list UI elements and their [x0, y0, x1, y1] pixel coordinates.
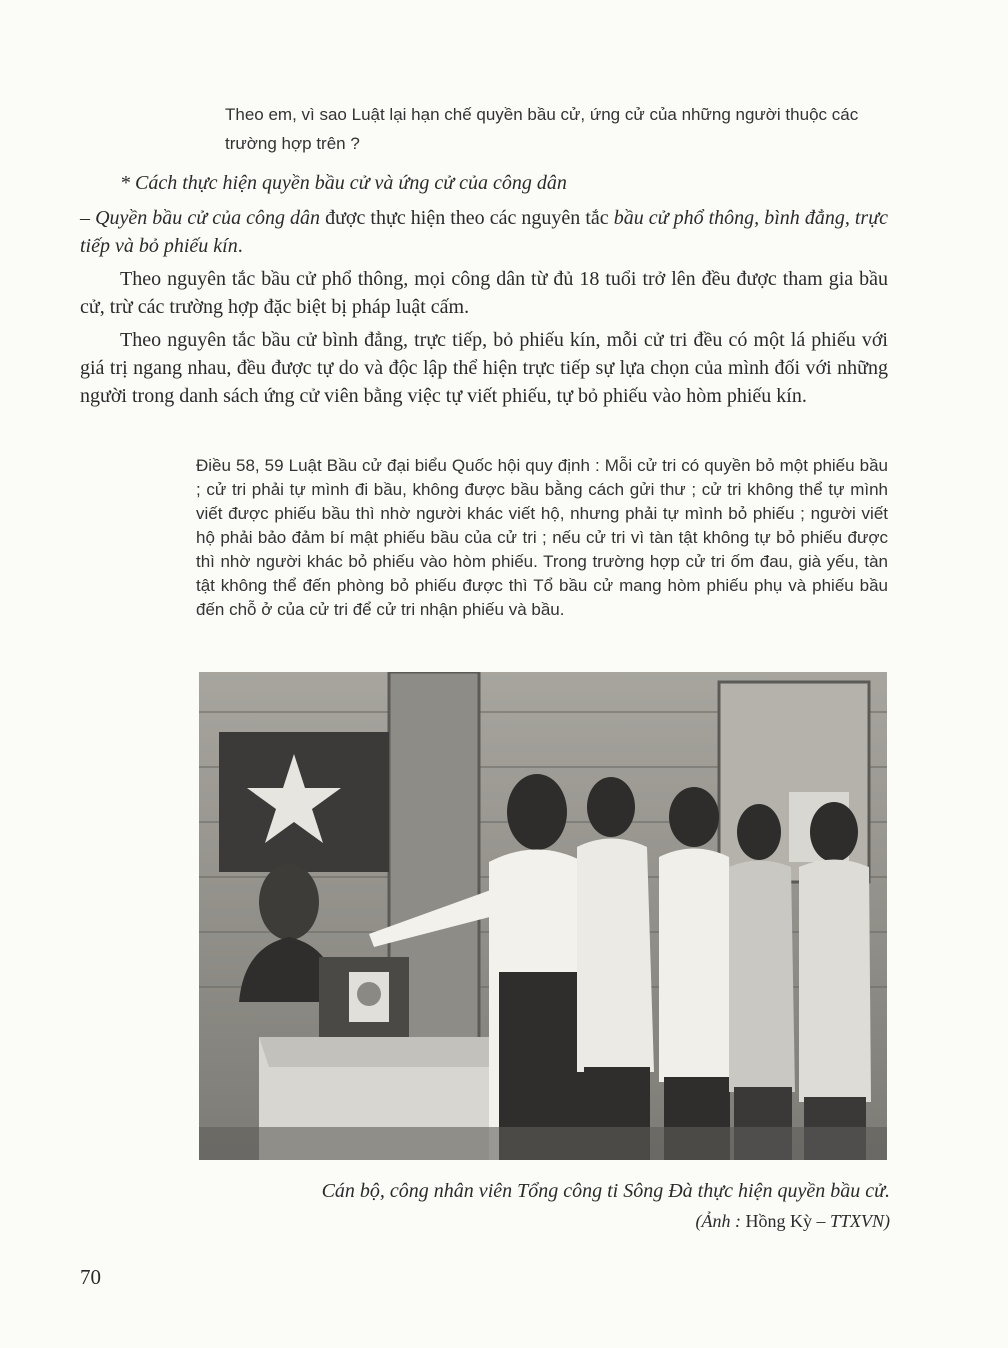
credit-agency: TTXVN [829, 1211, 884, 1231]
credit-close: ) [884, 1211, 890, 1231]
paragraph-voting-principles [80, 204, 888, 260]
voting-photo [199, 672, 887, 1160]
paragraph-middle: được thực hiện theo các nguyên tắc [320, 207, 614, 229]
question-text: Theo em, vì sao Luật lại hạn chế quyền bầu cử, ứng cử của những người thuộc các trường hợp trên ? [225, 105, 859, 153]
photo-caption: Cán bộ, công nhân viên Tổng công ti Sông Đà thực hiện quyền bầu cử. [321, 1180, 890, 1202]
section-heading: * Cách thực hiện quyền bầu cử và ứng cử của công dân [120, 172, 567, 194]
credit-label: Ảnh : [701, 1211, 741, 1231]
discussion-question [225, 100, 887, 158]
paragraph-universal-suffrage [80, 265, 888, 321]
photo-credit [100, 1207, 890, 1235]
voting-principles-term: bầu cử phổ thông, bình đẳng, trực tiếp và bỏ phiếu kín [80, 207, 888, 257]
law-article-quote: Điều 58, 59 Luật Bầu cử đại biểu Quốc hội quy định : Mỗi cử tri có quyền bỏ một phiếu bầu ; cử tri phải tự mình đi bầu, không được bầu bằng cách gửi thư ; cử tri không thể tự mình viết được phiếu bầu thì nhờ người khác viết hộ, nhưng phải tự mình bỏ phiếu ; người viết hộ phải bảo đảm bí mật phiếu bầu của cử tri ; nếu cử tri vì tàn tật không tự bỏ phiếu được thì nhờ người khác bỏ phiếu vào hòm phiếu. Trong trường hợp cử tri ốm đau, già yếu, tàn tật không thể đến phòng bỏ phiếu được thì Tổ bầu cử mang hòm phiếu phụ và phiếu bầu đến chỗ ở của cử tri để cử tri nhận phiếu và bầu. [196, 456, 888, 619]
paragraph-end: . [237, 235, 243, 257]
voting-photo-illustration [199, 672, 887, 1160]
credit-open: ( [695, 1211, 702, 1231]
page-number: 70 [80, 1265, 101, 1289]
voting-right-term: Quyền bầu cử của công dân [95, 207, 321, 229]
paragraph-universal-text: Theo nguyên tắc bầu cử phổ thông, mọi công dân từ đủ 18 tuổi trở lên đều được tham gia bầu cử, trừ các trường hợp đặc biệt bị pháp luật cấm. [80, 268, 888, 318]
paragraph-prefix: – [80, 207, 96, 229]
credit-name: Hồng Kỳ – [740, 1211, 830, 1231]
paragraph-equal-text: Theo nguyên tắc bầu cử bình đẳng, trực tiếp, bỏ phiếu kín, mỗi cử tri đều có một lá phiếu với giá trị ngang nhau, đều được tự do và độc lập thể hiện trực tiếp sự lựa chọn của mình đối với những người trong danh sách ứng cử viên bằng việc tự viết phiếu, tự bỏ phiếu vào hòm phiếu kín. [80, 329, 888, 407]
paragraph-equal-direct-secret [80, 326, 888, 410]
